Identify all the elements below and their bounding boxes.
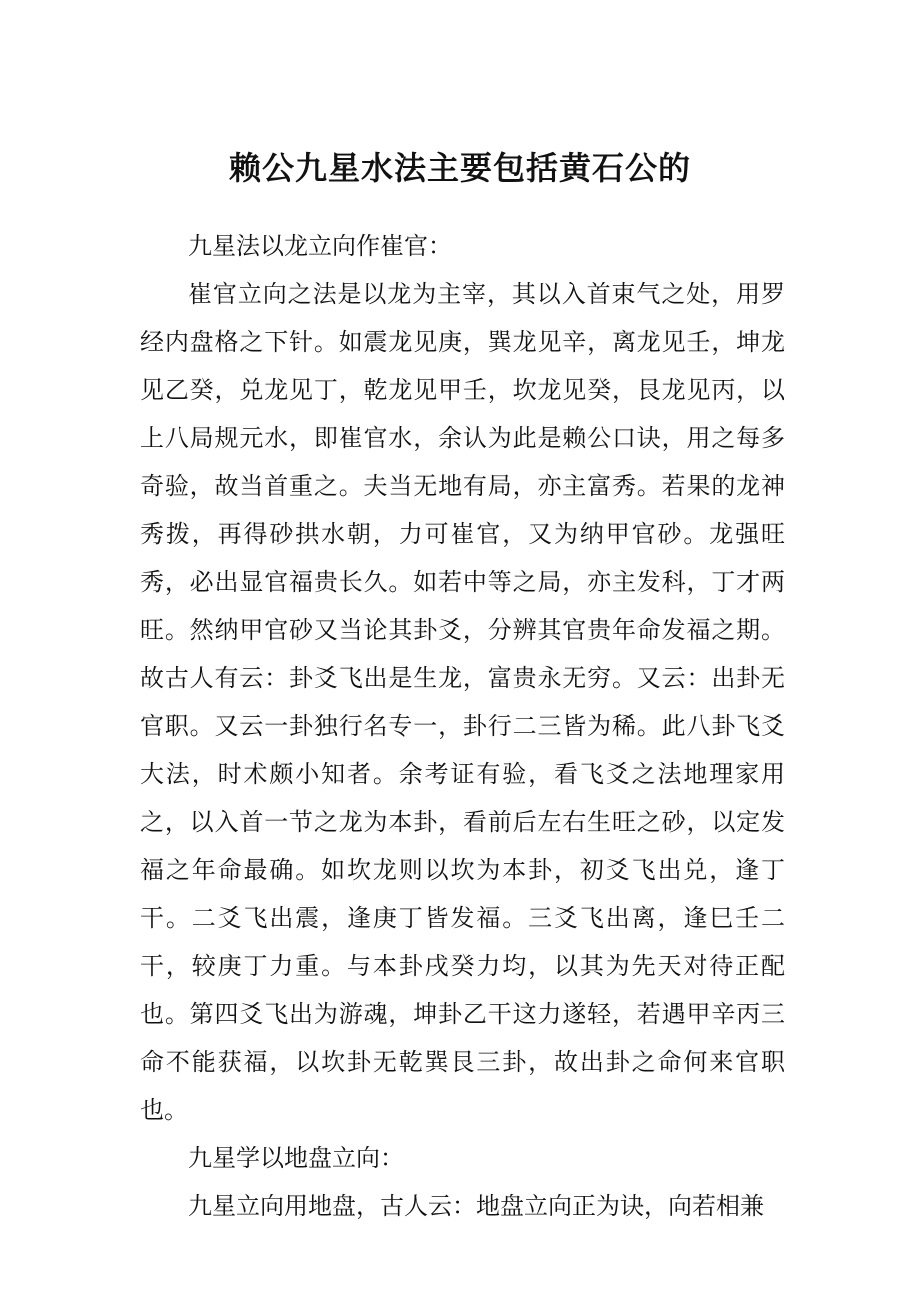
document-title: 赖公九星水法主要包括黄石公的 xyxy=(228,149,691,187)
paragraph-heading-1: 九星法以龙立向作崔官： xyxy=(188,232,452,260)
paragraph: 崔官立向之法是以龙为主宰，其以入首束气之处，用罗经内盘格之下针。如震龙见庚，巽龙见辛，离龙见壬，坤龙见乙癸，兑龙见丁，乾龙见甲壬，坎龙见癸，艮龙见丙，以上八局规元水，即崔官水，余认为此是赖公口诀，用之每多奇验，故当首重之。夫当无地有局，亦主富秀。若果的龙神秀拨，再得砂拱水朝，力可崔官，又为纳甲官砂。龙强旺秀，必出显官福贵长久。如若中等之局，亦主发科，丁才两旺。然纳甲官砂又当论其卦爻，分辨其官贵年命发福之期。故古人有云：卦爻飞出是生龙，富贵永无穷。又云：出卦无官职。又云一卦独行名专一，卦行二三皆为稀。此八卦飞爻大法，时术颇小知者。余考证有验，看飞爻之法地理家用之，以入首一节之龙为本卦，看前后左右生旺之砂，以定发福之年命最确。如坎龙则以坎为本卦，初爻飞出兑，逢丁干。二爻飞出震，逢庚丁皆发福。三爻飞出离，逢巳壬二干，较庚丁力重。与本卦戌癸力均，以其为先天对待正配也。第四爻飞出为游魂，坤卦乙干这力遂轻，若遇甲辛丙三命不能获福，以坎卦无乾巽艮三卦，故出卦之命何来官职也。 xyxy=(140,280,785,1124)
paragraph-heading-2: 九星学以地盘立向： xyxy=(188,1144,404,1172)
paragraph: 九星立向用地盘，古人云：地盘立向正为诀，向若相兼 xyxy=(188,1192,764,1220)
document-body xyxy=(140,222,785,1230)
